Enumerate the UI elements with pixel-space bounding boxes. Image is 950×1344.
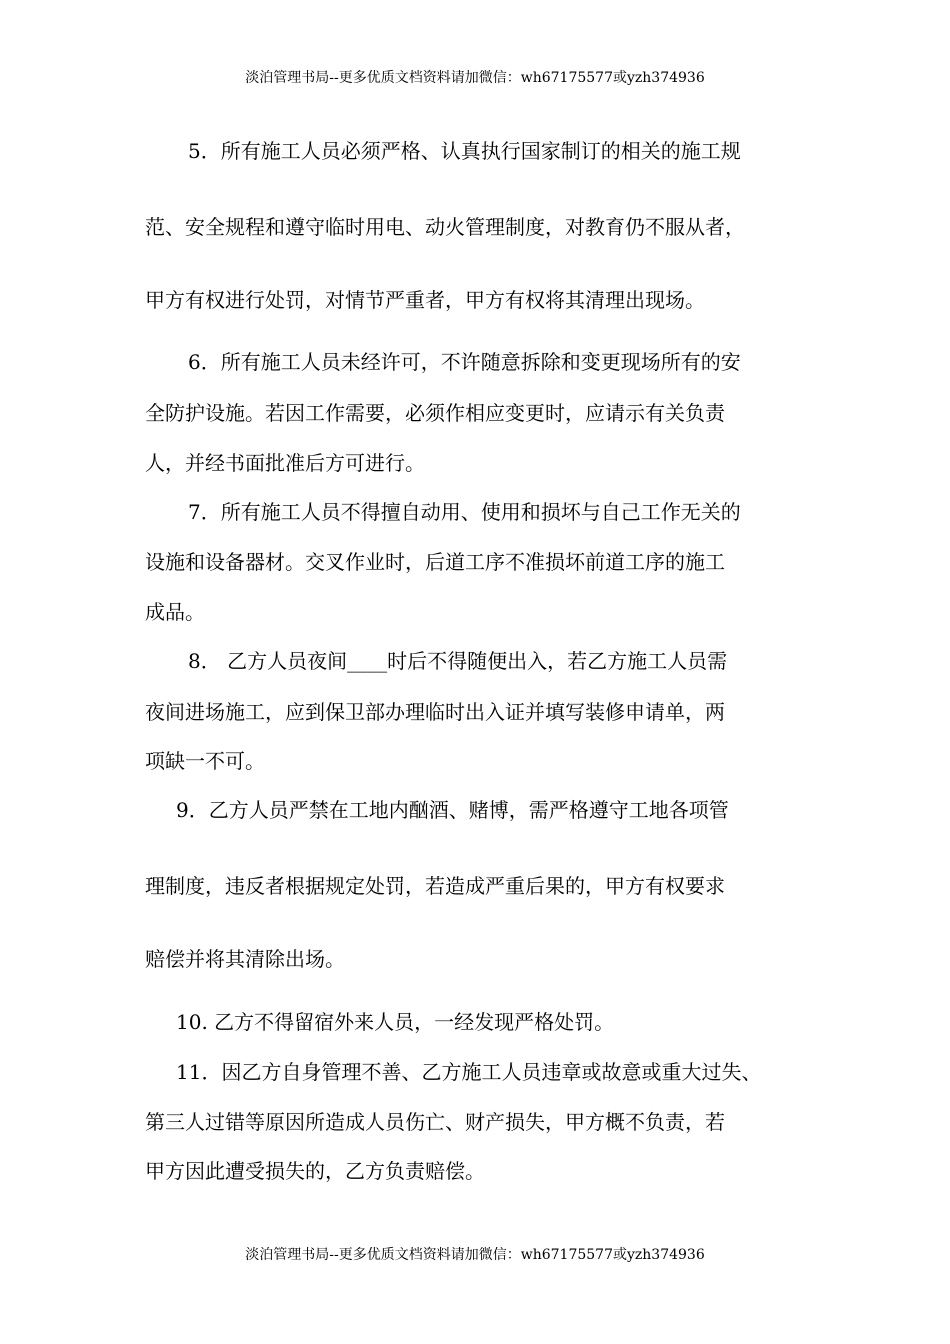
page-footer: 淡泊管理书局--更多优质文档资料请加微信：wh67175577或yzh374936 xyxy=(245,1247,705,1263)
body-line: 甲方因此遭受损失的，乙方负责赔偿。 xyxy=(145,1159,485,1183)
body-line: 赔偿并将其清除出场。 xyxy=(145,947,345,971)
body-line: 范、安全规程和遵守临时用电、动火管理制度，对教育仍不服从者， xyxy=(145,215,745,239)
body-line: 全防护设施。若因工作需要，必须作相应变更时，应请示有关负责 xyxy=(145,401,725,425)
body-line: 10. 乙方不得留宿外来人员，一经发现严格处罚。 xyxy=(176,1010,615,1034)
page-header: 淡泊管理书局--更多优质文档资料请加微信：wh67175577或yzh374936 xyxy=(245,70,705,86)
body-line: 5．所有施工人员必须严格、认真执行国家制订的相关的施工规 xyxy=(188,139,741,163)
body-line: 设施和设备器材。交叉作业时，后道工序不准损坏前道工序的施工 xyxy=(145,550,725,574)
body-line: 8． 乙方人员夜间____时后不得随便出入，若乙方施工人员需 xyxy=(188,649,728,673)
body-line: 理制度，违反者根据规定处罚，若造成严重后果的，甲方有权要求 xyxy=(145,874,725,898)
body-line: 人，并经书面批准后方可进行。 xyxy=(145,451,425,475)
body-line: 第三人过错等原因所造成人员伤亡、财产损失，甲方概不负责，若 xyxy=(145,1110,725,1134)
body-line: 甲方有权进行处罚，对情节严重者，甲方有权将其清理出现场。 xyxy=(145,288,705,312)
body-line: 11．因乙方自身管理不善、乙方施工人员违章或故意或重大过失、 xyxy=(176,1060,762,1084)
body-line: 成品。 xyxy=(145,600,205,624)
body-line: 夜间进场施工，应到保卫部办理临时出入证并填写装修申请单，两 xyxy=(145,700,725,724)
body-line: 7．所有施工人员不得擅自动用、使用和损坏与自己工作无关的 xyxy=(188,500,741,524)
body-line: 9．乙方人员严禁在工地内酗酒、赌博，需严格遵守工地各项管 xyxy=(176,798,729,822)
body-line: 项缺一不可。 xyxy=(145,749,265,773)
body-line: 6．所有施工人员未经许可，不许随意拆除和变更现场所有的安 xyxy=(188,350,741,374)
